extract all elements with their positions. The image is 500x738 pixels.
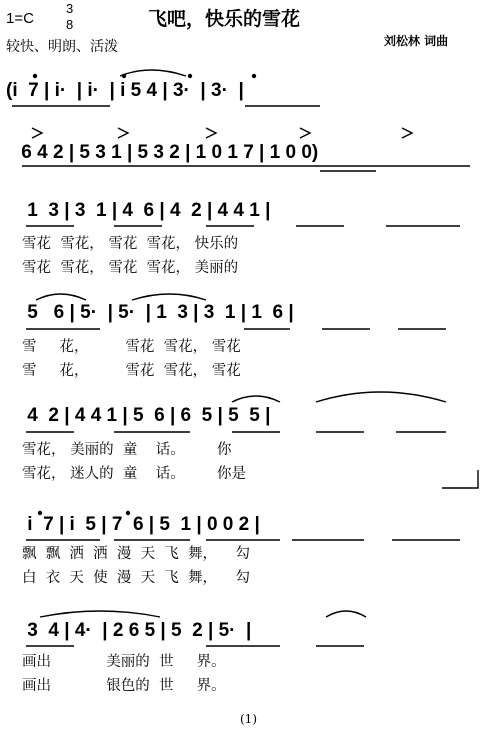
slur-mark [326,611,366,617]
accent-mark [300,128,310,138]
accent-mark [206,128,216,138]
accent-mark [402,128,412,138]
notation-row-5: 4 2 | 4 4 1 | 5 6 | 6 5 | 5 5 | [22,405,271,426]
slur-mark [120,70,186,76]
lyric-verse1-line1: 雪花 雪花， 雪花 雪花， 快乐的 [22,236,239,252]
page-number: (1) [240,712,257,726]
lyric-verse2-line3: 雪花， 迷人的 童 话。 你是 [22,466,247,482]
tempo-marking: 较快、明朗、活泼 [6,39,118,55]
key-signature: 1=C [6,10,34,27]
lyric-verse2-line5: 画出 银色的 世 界。 [22,678,226,694]
lyric-verse2-line2: 雪 花， 雪花 雪花， 雪花 [22,363,241,379]
accent-mark [32,128,42,138]
notation-row-6: i 7 | i 5 | 7 6 | 5 1 | 0 0 2 | [22,514,260,535]
slur-mark [316,392,446,402]
slur-mark [40,611,160,617]
time-signature-bottom: 8 [66,17,74,32]
notation-row-1: (i 7 | i· | i· | i 5 4 | 3· | 3· | [6,80,244,101]
lyric-verse1-line4: 飘 飘 洒 洒 漫 天 飞 舞， 勾 [22,546,250,562]
slur-mark [36,294,86,300]
notation-row-3: 1 3 | 3 1 | 4 6 | 4 2 | 4 4 1 | [22,200,271,221]
song-title: 飞吧，快乐的雪花 [148,8,301,30]
bracket-mark [442,470,478,488]
lyric-verse1-line2: 雪 花， 雪花 雪花， 雪花 [22,339,241,355]
composer-credits: 刘松林 词曲 [384,34,449,48]
octave-dot [34,75,37,78]
notation-row-2: 6 4 2 | 5 3 1 | 5 3 2 | 1 0 1 7 | 1 0 0) [16,142,319,163]
lyric-verse1-line5: 画出 美丽的 世 界。 [22,654,226,670]
accent-mark [118,128,128,138]
slur-mark [232,396,280,402]
notation-row-4: 5 6 | 5· | 5· | 1 3 | 3 1 | 1 6 | [22,302,294,323]
octave-dot [123,75,126,78]
octave-dot [189,75,192,78]
octave-dot [253,75,256,78]
notation-row-7: 3 4 | 4· | 2 6 5 | 5 2 | 5· | [22,620,252,641]
lyric-verse2-line1: 雪花 雪花， 雪花 雪花， 美丽的 [22,260,239,276]
slur-mark [132,294,206,300]
lyric-verse2-line4: 白 衣 天 使 漫 天 飞 舞， 勾 [22,570,250,586]
time-signature-top: 3 [66,1,74,16]
lyric-verse1-line3: 雪花， 美丽的 童 话。 你 [22,442,232,458]
